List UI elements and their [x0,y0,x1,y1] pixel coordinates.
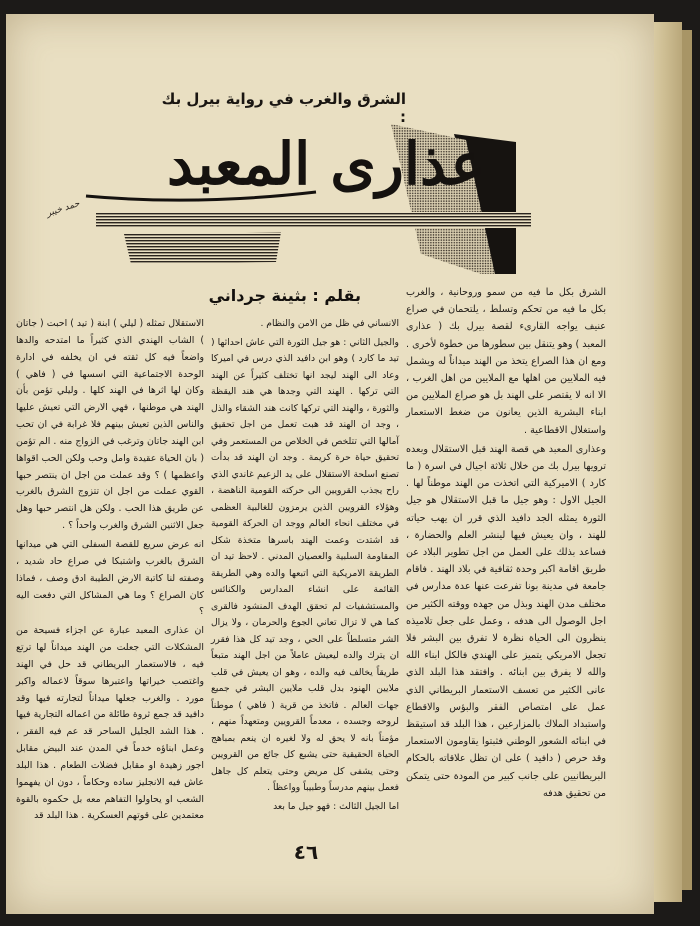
title-illustration [76,114,536,274]
magazine-page [6,14,654,914]
paragraph: وعذارى المعبد هي قصة الهند قبل الاستقلال وبعده ترويها بيرل بك من خلال ثلاثة اجيال في اسرة ( ما كارد ) الاميركية التي اتخذت من الهند موطناً لها . الجيل الاول : وهو جيل ما قبل الاستقلال هو جيل الثورة يمثله الجد دافيد الذي قرر ان يهب حياته للهند ، وان يعيش فيها لينشر العلم والحضارة ، فساعد بذلك على العمل من اجل تطوير البلاد عن طريق اقامة اكبر وحدة ثقافية في بلاد الهند . فاقام جامعة في مدينة بونا تفرعت عنها عدة مدارس في مختلف مدن الهند وبذل من جهده ووقته الكثير من اجل الوصول الى هدفه ، وعمل على جعل تلاميذه ينظرون الى الحياة نظرة لا تفرق بين البشر فلا تجعل الامريكي يتميز على الهندي فالكل ابناء الله والله لا يفرق بين ابنائه . وافتقد هذا البلد الذي عانى الكثير من تعسف الاستعمار البريطاني الذي عمل على امتصاص الفقر والبؤس والاقطاع واستبداد الملاك بالمزارعين ، هذا البلد قد استيقظ في ابنائه الشعور الوطني فثبتوا يقاومون الاستعمار وقد حرص ( دافيد ) على ان تظل علاقاته بالحكام البريطانيين على جانب كبير من المودة حتى يتمكن من تحقيق هدفه [406,443,606,799]
column-divider [206,314,207,834]
paragraph: الاستقلال تمثله ( ليلي ) ابنة ( تيد ) احبت ( جاتان ) الشاب الهندي الذي كثيراً ما امتدحه والدها واضعاً فيه كل ثقته في ان يخلفه في ادارة الوحدة الاجتماعية التي اسسها في ( فاهي ) وكان لها اثرها في الهند كلها . وليلي تؤمن بأن الهند هي موطنها ، فهي الارض التي تعيش عليها والناس الذين تعيش بينهم فلا غرابة في ان تحب ابن الهند جاتان وترغب في الزواج منه . الم تؤمن ( بان الحياة عقيدة وامل وحب ولكن الحب اقواها واعظمها ) ؟ وقد عملت من اجل ان ينتصر حبها القوي عملت من اجل ان تتزوج الشرق بالغرب عن طريق هذا الحب . ولكن هل انتصر حبها وهل جعل الاثنين الشرق والغرب واحداً ؟ . [16,318,204,532]
paragraph: الانساني في ظل من الامن والنظام . [260,318,399,329]
paragraph: انه عرض سريع للقصة السفلى التي هي ميدانها الشرق بالغرب واشتبكا في صراع حاد شديد ، وصفته لنا كاتبة الارض الطيبة ادق وصف ، فماذا كان الصراع ؟ وما هي المشاكل التي دفعت اليه ؟ [16,538,204,618]
article-column-right [406,284,606,804]
illustrator-signature: حمد خيبر [45,198,82,220]
hatched-band-top [96,212,531,228]
paragraph: ان عذارى المعبد عبارة عن اجزاء فسيحة من المشكلات التي جعلت من الهند ميداناً لها ترتع فيه ، فالاستعمار البريطاني قد حل في الهند واغتصب خيراتها واعتبرها سوقاً لاعماله واكبر مورد . والغرب جعلها ميداناً لتجارته فيها وقد دافيد قد جمع ثروة طائلة من اعماله التجارية فيها . هذا الشد الجليل الساحر قد عم فيه الفقر ، وعمل ابناؤه خدماً في المدن عند البيض مقابل اجور زهيدة او مقابل فضلات الطعام . هذا البلد عاش فيه الانجليز ساده وحكاماً ، دون ان يفهموا الشعب او يحاولوا التفاهم معه بل حكموه بالقوة معتمدين على قوتهم العسكرية . هذا البلد قد [16,625,204,822]
paragraph: اما الجيل الثالث : فهو جيل ما بعد [273,800,399,812]
page-edge-shadow [682,30,692,890]
paragraph: الشرق بكل ما فيه من سمو وروحانية ، والغرب بكل ما فيه من تحكم وتسلط ، يلتحمان في صراع عنيف يواجه القارىء لقصة بيرل بك ( عذارى المعبد ) وهو يتنقل بين سطورها من خطوة لأخرى . ومع ان هذا الصراع يتخذ من الهند ميداناً له ويشمل فيه الملايين من اهلها مع الملايين من اهل الغرب ، الا انه لا يقتصر على الهند بل هو صراع الملايين من ابناء البشرية الذين يعانون من ضغط الاستعمار واستغلال الاقطاعية . [406,287,606,436]
article-column-left [16,316,204,827]
page-edge-stack [654,22,682,902]
article-subtitle: الشرق والغرب في رواية بيرل بك : [161,90,406,126]
article-byline: بقلم : بثينة جرداني [208,286,361,305]
paragraph: والجيل الثاني : هو جيل الثورة التي عاش احداثها ( تيد ما كارد ) وهو ابن دافيد الذي درس في اميركا وعاد الى الهند ليجد انها تختلف كثيراً عن الهند التي تركها . الهند التي وجدها هي هند اليقظة والثورة ، والهند التي تركها كانت هند الشقاء والذل ، وجد ان الهند قد هبت تعمل من اجل تحقيق آمالها التي تتلخص في الخلاص من المستعمر وفي تحقيق حياة حرة كريمة . وجد ان الهند قد بدأت تصنع اسلحة الاستقلال على يد الزعيم غاندي الذي راح يجذب القرويين الى حركته القومية الناهضة ، وهؤلاء القرويين الذين يرمزون للغالبية العظمى في مختلف انحاء العالم ووجد ان الحركة القومية قد اشتدت وعمت الهند باسرها متخذة شكل المقاومة السلبية والعصيان المدني . لاحظ تيد ان الطريقة الامريكية التي اتبعها والده وهي الطريقة القائمة على انشاء المدارس والكنائس والمستشفيات لم تحقق الهدف المنشود فالقرى كما هي لا تزال تعاني الجوع والحرمان ، ولا يزال الشر متسلطاً على الحي ، وجد تيد كل هذا فقرر ان يترك والده ليعيش عاملاً من اجل الهند متبعاً طريقاً يخالف فيه والده ، وهو ان يعيش في قلب ملايين الهنود بدل قلب ملايين البشر في جميع جهات العالم . فاتخذ من قرية ( فاهي ) موطناً لروحه وجسده ، معدماً القرويين ومتعهداً منهم ، مؤمناً بانه لا يحق له ولا لغيره ان ينعم بمباهج الحياة الحقيقية حتى يشبع كل جائع من القرويين وحتى يشفى كل مريض وحتى يتعلم كل جاهل فعمل بينهم مدرساً وطبيباً وواعظاً . [211,336,399,793]
hatched-band-bottom [124,232,281,264]
article-title: عذارى المعبد [166,130,486,198]
article-column-middle [211,316,399,817]
page-number: ٤٦ [293,840,319,864]
